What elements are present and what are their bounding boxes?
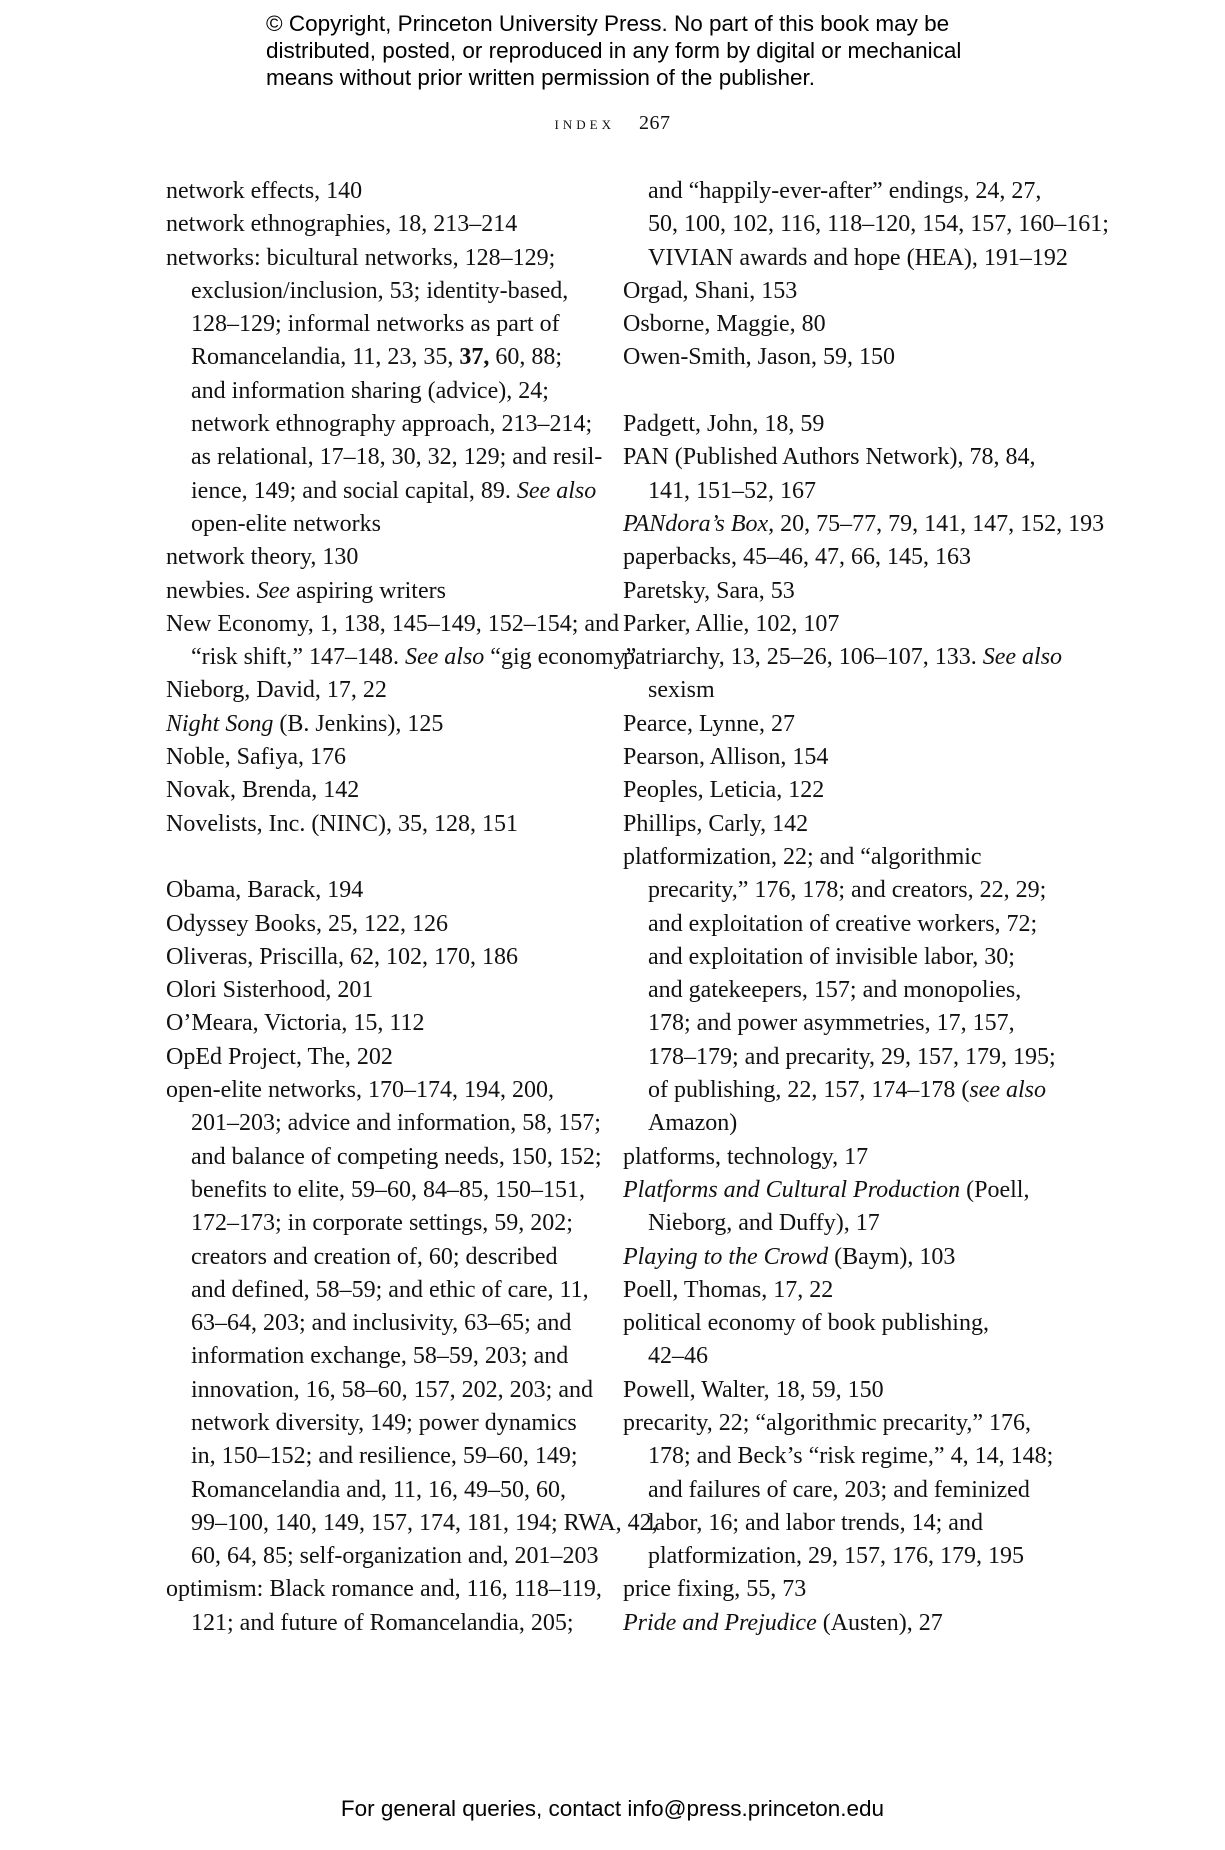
index-entry-line bbox=[623, 275, 1063, 308]
entry-text: Pearson, Allison, 154 bbox=[623, 744, 829, 771]
index-subentry-line bbox=[166, 641, 637, 674]
entry-text: open-elite networks bbox=[191, 510, 381, 537]
index-entry-line bbox=[166, 242, 606, 275]
entry-text: Novak, Brenda, 142 bbox=[166, 777, 360, 804]
entry-text: innovation, 16, 58–60, 157, 202, 203; and bbox=[191, 1376, 593, 1403]
entry-text: Powell, Walter, 18, 59, 150 bbox=[623, 1376, 884, 1403]
entry-text: and exploitation of creative workers, 72; bbox=[648, 910, 1038, 937]
entry-text: and exploitation of invisible labor, 30; bbox=[648, 943, 1015, 970]
entry-text: Paretsky, Sara, 53 bbox=[623, 577, 795, 604]
entry-text: paperbacks, 45–46, 47, 66, 145, 163 bbox=[623, 544, 971, 571]
index-subentry-line bbox=[623, 1107, 1063, 1140]
entry-text: network diversity, 149; power dynamics bbox=[191, 1409, 577, 1436]
index-entry-line bbox=[166, 741, 606, 774]
entry-text: 121; and future of Romancelandia, 205; bbox=[191, 1609, 574, 1636]
entry-text: 178–179; and precarity, 29, 157, 179, 195; bbox=[648, 1043, 1056, 1070]
entry-text: network effects, 140 bbox=[166, 178, 363, 204]
entry-text: O’Meara, Victoria, 15, 112 bbox=[166, 1010, 425, 1037]
index-entry-line bbox=[623, 608, 1063, 641]
index-entry-line bbox=[166, 708, 606, 741]
index-entry-line bbox=[166, 608, 620, 641]
entry-text: information exchange, 58–59, 203; and bbox=[191, 1343, 569, 1370]
entry-text: networks: bicultural networks, 128–129; bbox=[166, 244, 556, 271]
index-entry-line bbox=[166, 874, 606, 907]
index-entry-line bbox=[623, 1174, 1063, 1207]
entry-text: 60, 64, 85; self-organization and, 201–203 bbox=[191, 1543, 599, 1570]
index-subentry-line bbox=[623, 1507, 1063, 1540]
entry-text: (B. Jenkins), 125 bbox=[273, 710, 444, 737]
index-subentry-line bbox=[166, 1307, 606, 1340]
entry-text: of publishing, 22, 157, 174–178 ( bbox=[648, 1077, 970, 1104]
index-entry-line bbox=[166, 808, 606, 841]
italic-text: See also bbox=[404, 644, 485, 671]
index-entry-line bbox=[166, 941, 606, 974]
index-entry-line bbox=[623, 741, 1063, 774]
entry-text: 50, 100, 102, 116, 118–120, 154, 157, 160–161; bbox=[648, 211, 1109, 238]
index-subentry-line bbox=[623, 1440, 1063, 1473]
italic-text: See also bbox=[516, 477, 597, 504]
index-subentry-line bbox=[623, 175, 1063, 208]
entry-text: 20, 75–77, 79, 141, 147, 152, 193 bbox=[774, 510, 1105, 537]
index-column-left bbox=[166, 175, 658, 1640]
entry-text: platforms, technology, 17 bbox=[623, 1143, 869, 1170]
index-subentry-line bbox=[166, 1107, 606, 1140]
entry-text: Amazon) bbox=[648, 1110, 738, 1137]
index-subentry-line bbox=[166, 1440, 606, 1473]
entry-text: precarity,” 176, 178; and creators, 22, 29; bbox=[648, 877, 1047, 904]
index-subentry-line bbox=[623, 908, 1063, 941]
entry-text: platformization, 29, 157, 176, 179, 195 bbox=[648, 1543, 1024, 1570]
index-subentry-line bbox=[166, 375, 606, 408]
index-subentry-line bbox=[166, 408, 606, 441]
entry-text: 201–203; advice and information, 58, 157; bbox=[191, 1110, 601, 1137]
entry-text: and failures of care, 203; and feminized bbox=[648, 1476, 1030, 1503]
index-subentry-line bbox=[166, 341, 606, 374]
italic-text: PANdora’s Box, bbox=[623, 510, 775, 537]
index-subentry-line bbox=[166, 1540, 606, 1573]
index-entry-line bbox=[623, 1573, 1063, 1606]
entry-text: 172–173; in corporate settings, 59, 202; bbox=[191, 1210, 573, 1237]
section-label: index bbox=[554, 113, 615, 134]
index-entry-line bbox=[166, 674, 606, 707]
entry-text: Romancelandia, 11, 23, 35, bbox=[191, 344, 460, 371]
entry-text: network ethnographies, 18, 213–214 bbox=[166, 211, 518, 238]
entry-text: as relational, 17–18, 30, 32, 129; and resil- bbox=[191, 444, 603, 471]
entry-text: Padgett, John, 18, 59 bbox=[623, 411, 825, 438]
index-subentry-line bbox=[166, 308, 606, 341]
italic-text: Pride and Prejudice bbox=[623, 1609, 817, 1636]
entry-text: Orgad, Shani, 153 bbox=[623, 277, 798, 304]
entry-text: Novelists, Inc. (NINC), 35, 128, 151 bbox=[166, 810, 518, 837]
entry-text: newbies. bbox=[166, 577, 257, 604]
entry-text: aspiring writers bbox=[289, 577, 446, 604]
index-entry-line bbox=[166, 1573, 606, 1606]
index-entry-line bbox=[166, 1041, 606, 1074]
index-subentry-line bbox=[623, 1207, 1063, 1240]
index-entry-line bbox=[623, 1241, 1063, 1274]
index-entry-line bbox=[166, 1074, 606, 1107]
entry-text: political economy of book publishing, bbox=[623, 1310, 989, 1337]
index-entry-line bbox=[166, 541, 606, 574]
index-subentry-line bbox=[166, 1207, 606, 1240]
index-entry-line bbox=[623, 774, 1063, 807]
index-subentry-line bbox=[166, 508, 606, 541]
italic-text: Platforms and Cultural Production bbox=[623, 1176, 961, 1203]
entry-text: 99–100, 140, 149, 157, 174, 181, 194; RWA, 42, bbox=[191, 1509, 658, 1536]
entry-text: VIVIAN awards and hope (HEA), 191–192 bbox=[648, 244, 1068, 271]
index-subentry-line bbox=[166, 475, 606, 508]
entry-text: New Economy, 1, 138, 145–149, 152–154; and bbox=[166, 610, 620, 637]
entry-text: Parker, Allie, 102, 107 bbox=[623, 610, 840, 637]
index-entry-line bbox=[166, 175, 606, 208]
index-entry-line bbox=[623, 1607, 1063, 1640]
index-entry-line bbox=[166, 1007, 606, 1040]
index-subentry-line bbox=[166, 1241, 606, 1274]
copyright-notice: © Copyright, Princeton University Press. No part of this book may be distributed, posted, or reproduced in any form by digital or mechanical means without prior written permission of the publisher. bbox=[266, 11, 962, 90]
entry-text: OpEd Project, The, 202 bbox=[166, 1043, 393, 1070]
index-subentry-line bbox=[166, 1474, 606, 1507]
index-entry-line bbox=[623, 708, 1063, 741]
index-entry-line bbox=[623, 808, 1063, 841]
index-subentry-line bbox=[623, 1474, 1063, 1507]
entry-text: 178; and power asymmetries, 17, 157, bbox=[648, 1010, 1015, 1037]
index-subentry-line bbox=[166, 1407, 606, 1440]
index-subentry-line bbox=[166, 1141, 606, 1174]
entry-text: Phillips, Carly, 142 bbox=[623, 810, 809, 837]
index-subentry-line bbox=[623, 1007, 1063, 1040]
entry-text: (Poell, bbox=[960, 1176, 1030, 1203]
entry-text: 60, 88; bbox=[489, 344, 563, 371]
index-entry-line bbox=[166, 575, 606, 608]
index-entry-line bbox=[623, 1374, 1063, 1407]
entry-text: exclusion/inclusion, 53; identity-based, bbox=[191, 277, 569, 304]
index-entry-line bbox=[623, 308, 1063, 341]
entry-text: 42–46 bbox=[648, 1343, 708, 1370]
page-number: 267 bbox=[638, 112, 671, 134]
entry-text: optimism: Black romance and, 116, 118–119, bbox=[166, 1576, 602, 1603]
index-entry-line bbox=[166, 908, 606, 941]
entry-text: (Austen), 27 bbox=[816, 1609, 943, 1636]
entry-text: Nieborg, David, 17, 22 bbox=[166, 677, 387, 704]
index-entry-line bbox=[623, 1141, 1063, 1174]
index-subentry-line bbox=[166, 1174, 606, 1207]
index-subentry-line bbox=[623, 974, 1063, 1007]
entry-text: 178; and Beck’s “risk regime,” 4, 14, 148; bbox=[648, 1443, 1054, 1470]
entry-text: and gatekeepers, 157; and monopolies, bbox=[648, 977, 1022, 1004]
entry-text: 141, 151–52, 167 bbox=[648, 477, 816, 504]
index-subentry-line bbox=[623, 674, 1063, 707]
index-subentry-line bbox=[166, 1274, 606, 1307]
index-entry-line bbox=[623, 408, 1063, 441]
index-subentry-line bbox=[623, 874, 1063, 907]
index-letter-break bbox=[166, 841, 606, 874]
entry-text: platformization, 22; and “algorithmic bbox=[623, 843, 982, 870]
entry-text: network theory, 130 bbox=[166, 544, 359, 571]
entry-text: precarity, 22; “algorithmic precarity,” 176, bbox=[623, 1409, 1032, 1436]
entry-text: “risk shift,” 147–148. bbox=[191, 644, 405, 671]
index-subentry-line bbox=[623, 1540, 1063, 1573]
entry-text: price fixing, 55, 73 bbox=[623, 1576, 807, 1603]
entry-text: “gig economy” bbox=[484, 644, 637, 671]
index-subentry-line bbox=[166, 1607, 606, 1640]
entry-text: Pearce, Lynne, 27 bbox=[623, 710, 795, 737]
index-entry-line bbox=[623, 641, 1063, 674]
entry-text: Obama, Barack, 194 bbox=[166, 877, 364, 904]
index-subentry-line bbox=[623, 1041, 1063, 1074]
index-entry-line bbox=[623, 541, 1063, 574]
entry-text: open-elite networks, 170–174, 194, 200, bbox=[166, 1077, 554, 1104]
running-head bbox=[0, 112, 1225, 135]
index-entry-line bbox=[623, 841, 1063, 874]
entry-text: creators and creation of, 60; described bbox=[191, 1243, 558, 1270]
entry-text: Olori Sisterhood, 201 bbox=[166, 977, 374, 1004]
entry-text: Odyssey Books, 25, 122, 126 bbox=[166, 910, 449, 937]
index-subentry-line bbox=[166, 1374, 606, 1407]
entry-text: 128–129; informal networks as part of bbox=[191, 311, 560, 338]
entry-text: Owen-Smith, Jason, 59, 150 bbox=[623, 344, 895, 371]
index-entry-line bbox=[623, 508, 1105, 541]
entry-text: and “happily-ever-after” endings, 24, 27, bbox=[648, 178, 1042, 204]
entry-text: sexism bbox=[648, 677, 715, 704]
index-subentry-line bbox=[166, 441, 606, 474]
entry-text: 63–64, 203; and inclusivity, 63–65; and bbox=[191, 1310, 572, 1337]
index-subentry-line bbox=[623, 475, 1063, 508]
index-subentry-line bbox=[623, 208, 1109, 241]
index-subentry-line bbox=[166, 1507, 658, 1540]
index-subentry-line bbox=[166, 275, 606, 308]
index-entry-line bbox=[166, 208, 606, 241]
index-subentry-line bbox=[166, 1340, 606, 1373]
bold-page-ref: 37, bbox=[459, 344, 490, 371]
entry-text: Peoples, Leticia, 122 bbox=[623, 777, 825, 804]
italic-text: See bbox=[256, 577, 290, 604]
entry-text: and information sharing (advice), 24; bbox=[191, 377, 549, 404]
index-entry-line bbox=[623, 1407, 1063, 1440]
entry-text: patriarchy, 13, 25–26, 106–107, 133. bbox=[623, 644, 983, 671]
entry-text: ience, 149; and social capital, 89. bbox=[191, 477, 517, 504]
index-subentry-line bbox=[623, 1074, 1063, 1107]
index-entry-line bbox=[166, 774, 606, 807]
index-entry-line bbox=[623, 575, 1063, 608]
index-entry-line bbox=[623, 1307, 1063, 1340]
entry-text: benefits to elite, 59–60, 84–85, 150–151, bbox=[191, 1176, 585, 1203]
italic-text: Playing to the Crowd bbox=[623, 1243, 829, 1270]
footer-contact: For general queries, contact info@press.princeton.edu bbox=[340, 1796, 885, 1821]
entry-text: and defined, 58–59; and ethic of care, 11, bbox=[191, 1276, 589, 1303]
entry-text: labor, 16; and labor trends, 14; and bbox=[648, 1509, 983, 1536]
entry-text: Nieborg, and Duffy), 17 bbox=[648, 1210, 880, 1237]
entry-text: network ethnography approach, 213–214; bbox=[191, 411, 593, 438]
entry-text: in, 150–152; and resilience, 59–60, 149; bbox=[191, 1443, 578, 1470]
entry-text: Oliveras, Priscilla, 62, 102, 170, 186 bbox=[166, 943, 518, 970]
index-letter-break bbox=[623, 375, 1063, 408]
entry-text: (Baym), 103 bbox=[828, 1243, 956, 1270]
entry-text: Noble, Safiya, 176 bbox=[166, 744, 346, 771]
index-entry-line bbox=[623, 441, 1063, 474]
index-subentry-line bbox=[623, 1340, 1063, 1373]
italic-text: Night Song bbox=[166, 710, 274, 737]
index-entry-line bbox=[166, 974, 606, 1007]
index-column-right bbox=[623, 175, 1109, 1640]
entry-text: Poell, Thomas, 17, 22 bbox=[623, 1276, 834, 1303]
entry-text: PAN (Published Authors Network), 78, 84, bbox=[623, 444, 1036, 471]
entry-text: Osborne, Maggie, 80 bbox=[623, 311, 826, 338]
index-entry-line bbox=[623, 1274, 1063, 1307]
entry-text: Romancelandia and, 11, 16, 49–50, 60, bbox=[191, 1476, 567, 1503]
entry-text: and balance of competing needs, 150, 152; bbox=[191, 1143, 602, 1170]
italic-text: see also bbox=[969, 1077, 1046, 1104]
index-entry-line bbox=[623, 341, 1063, 374]
index-subentry-line bbox=[623, 941, 1063, 974]
italic-text: See also bbox=[982, 644, 1063, 671]
index-subentry-line bbox=[623, 242, 1068, 275]
